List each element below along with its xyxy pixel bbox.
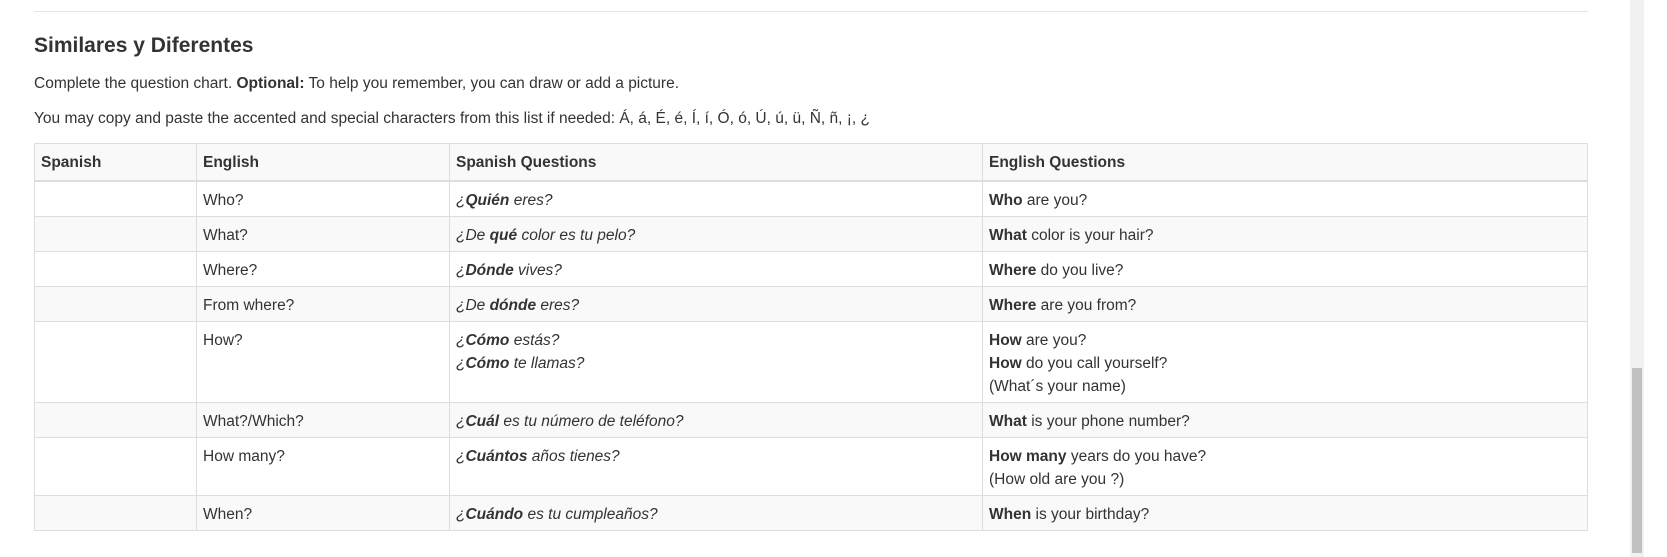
table-row	[35, 321, 1588, 402]
question-prefix: ¿De	[456, 296, 490, 314]
cell-spanish-questions	[450, 495, 983, 530]
question-rest: is your phone number?	[1026, 412, 1190, 430]
table-row	[35, 402, 1588, 437]
question-keyword: How	[989, 331, 1022, 349]
question-rest: vives?	[513, 261, 562, 279]
special-characters-note: You may copy and paste the accented and special characters from this list if needed: Á, á, É, é, Í, í, Ó, ó, Ú, ú, ü, Ñ, ñ, ¡, ¿	[34, 110, 870, 127]
cell-spanish-questions	[450, 321, 983, 402]
question-keyword: Who	[989, 191, 1023, 209]
cell-spanish[interactable]	[35, 216, 197, 251]
cell-english: What?/Which?	[197, 402, 450, 437]
question-keyword: Cuántos	[465, 447, 528, 465]
question-keyword: dónde	[489, 296, 537, 314]
table-row	[35, 251, 1588, 286]
question-rest: es tu cumpleaños?	[523, 505, 658, 523]
question-keyword: Cuál	[465, 412, 500, 430]
question-rest: is your birthday?	[1031, 505, 1150, 523]
question-keyword: How	[989, 354, 1022, 372]
optional-text: To help you remember, you can draw or add a picture.	[304, 75, 680, 92]
english-question-line	[989, 259, 1581, 282]
cell-english-questions	[983, 251, 1588, 286]
question-keyword: Cómo	[465, 331, 510, 349]
header-spanish: Spanish	[35, 144, 197, 181]
question-rest: are you?	[1021, 331, 1087, 349]
question-keyword: What	[989, 412, 1027, 430]
spanish-question-line	[456, 294, 976, 317]
question-rest: te llamas?	[509, 354, 585, 372]
cell-spanish[interactable]	[35, 181, 197, 217]
spanish-question-line	[456, 503, 976, 526]
question-rest: are you from?	[1036, 296, 1137, 314]
cell-spanish[interactable]	[35, 402, 197, 437]
question-prefix: ¿	[456, 261, 466, 279]
spanish-question-line	[456, 445, 976, 468]
question-keyword: Dónde	[465, 261, 514, 279]
cell-spanish[interactable]	[35, 495, 197, 530]
question-keyword: Cuándo	[465, 505, 524, 523]
question-rest: (How old are you ?)	[989, 470, 1125, 488]
table-row	[35, 437, 1588, 495]
cell-english: Where?	[197, 251, 450, 286]
header-english-questions: English Questions	[983, 144, 1588, 181]
cell-english-questions	[983, 495, 1588, 530]
cell-english: Who?	[197, 181, 450, 217]
table-header-row	[35, 144, 1588, 181]
english-question-line	[989, 503, 1581, 526]
question-keyword: How many	[989, 447, 1067, 465]
spanish-question-line	[456, 189, 976, 212]
question-rest: años tienes?	[527, 447, 620, 465]
english-question-line	[989, 329, 1581, 352]
question-keyword: When	[989, 505, 1032, 523]
english-question-line	[989, 294, 1581, 317]
cell-english: What?	[197, 216, 450, 251]
instructions-paragraph	[34, 75, 679, 93]
cell-english: How?	[197, 321, 450, 402]
question-rest: color es tu pelo?	[517, 226, 636, 244]
question-rest: do you call yourself?	[1021, 354, 1168, 372]
english-question-line	[989, 375, 1581, 398]
english-question-line	[989, 189, 1581, 212]
question-prefix: ¿	[456, 505, 466, 523]
cell-spanish[interactable]	[35, 437, 197, 495]
table-row	[35, 181, 1588, 217]
question-rest: eres?	[536, 296, 580, 314]
question-rest: years do you have?	[1066, 447, 1207, 465]
cell-spanish-questions	[450, 251, 983, 286]
cell-english-questions	[983, 216, 1588, 251]
spanish-question-line	[456, 224, 976, 247]
question-chart-table	[34, 143, 1588, 531]
cell-english-questions	[983, 402, 1588, 437]
spanish-question-line	[456, 410, 976, 433]
cell-english-questions	[983, 181, 1588, 217]
vertical-scrollbar-thumb[interactable]	[1632, 368, 1642, 553]
question-rest: eres?	[509, 191, 553, 209]
table-row	[35, 286, 1588, 321]
question-prefix: ¿	[456, 447, 466, 465]
spanish-question-line	[456, 352, 976, 375]
cell-spanish-questions	[450, 437, 983, 495]
question-rest: are you?	[1022, 191, 1088, 209]
english-question-line	[989, 445, 1581, 468]
cell-english: How many?	[197, 437, 450, 495]
question-prefix: ¿De	[456, 226, 490, 244]
cell-spanish-questions	[450, 402, 983, 437]
question-keyword: Where	[989, 296, 1037, 314]
spanish-question-line	[456, 259, 976, 282]
english-question-line	[989, 352, 1581, 375]
cell-spanish[interactable]	[35, 251, 197, 286]
cell-english-questions	[983, 437, 1588, 495]
cell-spanish-questions	[450, 286, 983, 321]
question-prefix: ¿	[456, 354, 466, 372]
table-body	[35, 181, 1588, 531]
cell-spanish-questions	[450, 216, 983, 251]
question-rest: do you live?	[1036, 261, 1124, 279]
table-row	[35, 216, 1588, 251]
english-question-line	[989, 224, 1581, 247]
question-rest: estás?	[509, 331, 560, 349]
top-divider	[34, 11, 1588, 12]
question-prefix: ¿	[456, 412, 466, 430]
question-rest: (What´s your name)	[989, 377, 1126, 395]
question-rest: es tu número de teléfono?	[499, 412, 684, 430]
instructions-intro: Complete the question chart.	[34, 75, 237, 92]
question-rest: color is your hair?	[1026, 226, 1154, 244]
english-question-line	[989, 410, 1581, 433]
cell-english: When?	[197, 495, 450, 530]
cell-english-questions	[983, 321, 1588, 402]
table-row	[35, 495, 1588, 530]
question-keyword: What	[989, 226, 1027, 244]
question-prefix: ¿	[456, 331, 466, 349]
question-keyword: Quién	[465, 191, 510, 209]
question-prefix: ¿	[456, 191, 466, 209]
question-keyword: qué	[489, 226, 518, 244]
cell-spanish-questions	[450, 181, 983, 217]
english-question-line	[989, 468, 1581, 491]
cell-english: From where?	[197, 286, 450, 321]
question-keyword: Where	[989, 261, 1037, 279]
cell-spanish[interactable]	[35, 286, 197, 321]
section-title: Similares y Diferentes	[34, 34, 254, 57]
cell-spanish[interactable]	[35, 321, 197, 402]
cell-english-questions	[983, 286, 1588, 321]
question-keyword: Cómo	[465, 354, 510, 372]
header-spanish-questions: Spanish Questions	[450, 144, 983, 181]
header-english: English	[197, 144, 450, 181]
optional-label: Optional:	[236, 75, 305, 92]
spanish-question-line	[456, 329, 976, 352]
